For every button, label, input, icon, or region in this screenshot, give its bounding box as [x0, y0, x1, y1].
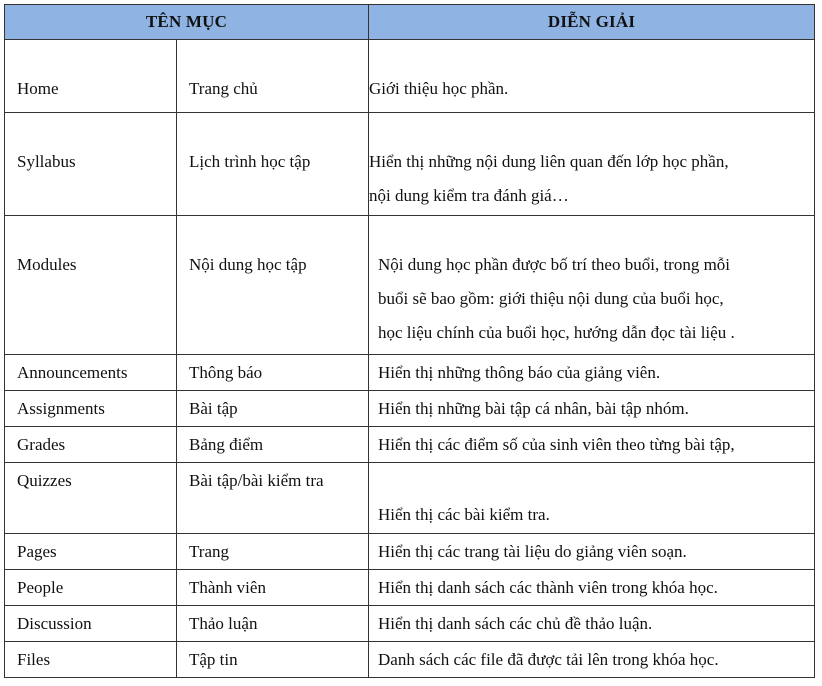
row-name: Pages	[17, 542, 57, 561]
row-desc: Hiển thị những bài tập cá nhân, bài tập nhóm.	[378, 399, 689, 418]
row-desc: Giới thiệu học phần.	[369, 79, 509, 98]
row-name: Home	[17, 79, 59, 98]
row-name: Grades	[17, 435, 66, 454]
row-name: Files	[17, 650, 51, 669]
header-col-desc: DIỄN GIẢI	[369, 5, 815, 40]
row-name: Assignments	[17, 399, 105, 418]
row-vn: Thành viên	[189, 578, 266, 597]
row-vn: Thảo luận	[189, 614, 258, 633]
row-vn: Lịch trình học tập	[189, 152, 311, 171]
table-row	[5, 40, 815, 113]
row-name: Quizzes	[17, 471, 72, 490]
header-col-name: TÊN MỤC	[5, 5, 369, 40]
table-row	[5, 534, 815, 570]
row-desc: Danh sách các file đã được tải lên trong khóa học.	[378, 650, 719, 669]
row-name: Modules	[17, 255, 77, 274]
row-vn: Trang	[189, 542, 229, 561]
row-vn: Trang chủ	[189, 79, 258, 98]
header-row	[5, 5, 815, 40]
row-name: Discussion	[17, 614, 92, 633]
table-row	[5, 570, 815, 606]
row-vn: Bài tập	[189, 399, 238, 418]
table-row	[5, 606, 815, 642]
row-vn: Thông báo	[189, 363, 263, 382]
row-vn: Bảng điểm	[189, 435, 264, 454]
table-row	[5, 427, 815, 463]
row-name: People	[17, 578, 64, 597]
row-name: Syllabus	[17, 152, 76, 171]
table-row	[5, 355, 815, 391]
row-desc: học liệu chính của buổi học, hướng dẫn đọc tài liệu .	[378, 323, 735, 342]
table-row	[5, 113, 815, 216]
row-desc: Nội dung học phần được bố trí theo buổi, trong mỗi	[378, 255, 731, 274]
row-desc: Hiển thị các điểm số của sinh viên theo từng bài tập,	[378, 435, 735, 454]
menu-description-table	[4, 4, 815, 678]
row-desc: buổi sẽ bao gồm: giới thiệu nội dung của buổi học,	[378, 289, 724, 308]
table-row	[5, 463, 815, 534]
row-desc: Hiển thị những thông báo của giảng viên.	[378, 363, 661, 382]
row-vn: Bài tập/bài kiểm tra	[189, 471, 324, 490]
row-vn: Nội dung học tập	[189, 255, 307, 274]
row-desc: nội dung kiểm tra đánh giá…	[369, 186, 569, 205]
row-desc: Hiển thị các trang tài liệu do giảng viên soạn.	[378, 542, 687, 561]
row-desc: Hiển thị danh sách các chủ đề thảo luận.	[378, 614, 653, 633]
row-name: Announcements	[17, 363, 128, 382]
row-desc: Hiển thị những nội dung liên quan đến lớp học phần,	[369, 152, 729, 171]
table-row	[5, 216, 815, 355]
table-row	[5, 391, 815, 427]
row-desc: Hiển thị các bài kiểm tra.	[378, 505, 550, 524]
row-vn: Tập tin	[189, 650, 238, 669]
table-row	[5, 642, 815, 678]
row-desc: Hiển thị danh sách các thành viên trong khóa học.	[378, 578, 718, 597]
